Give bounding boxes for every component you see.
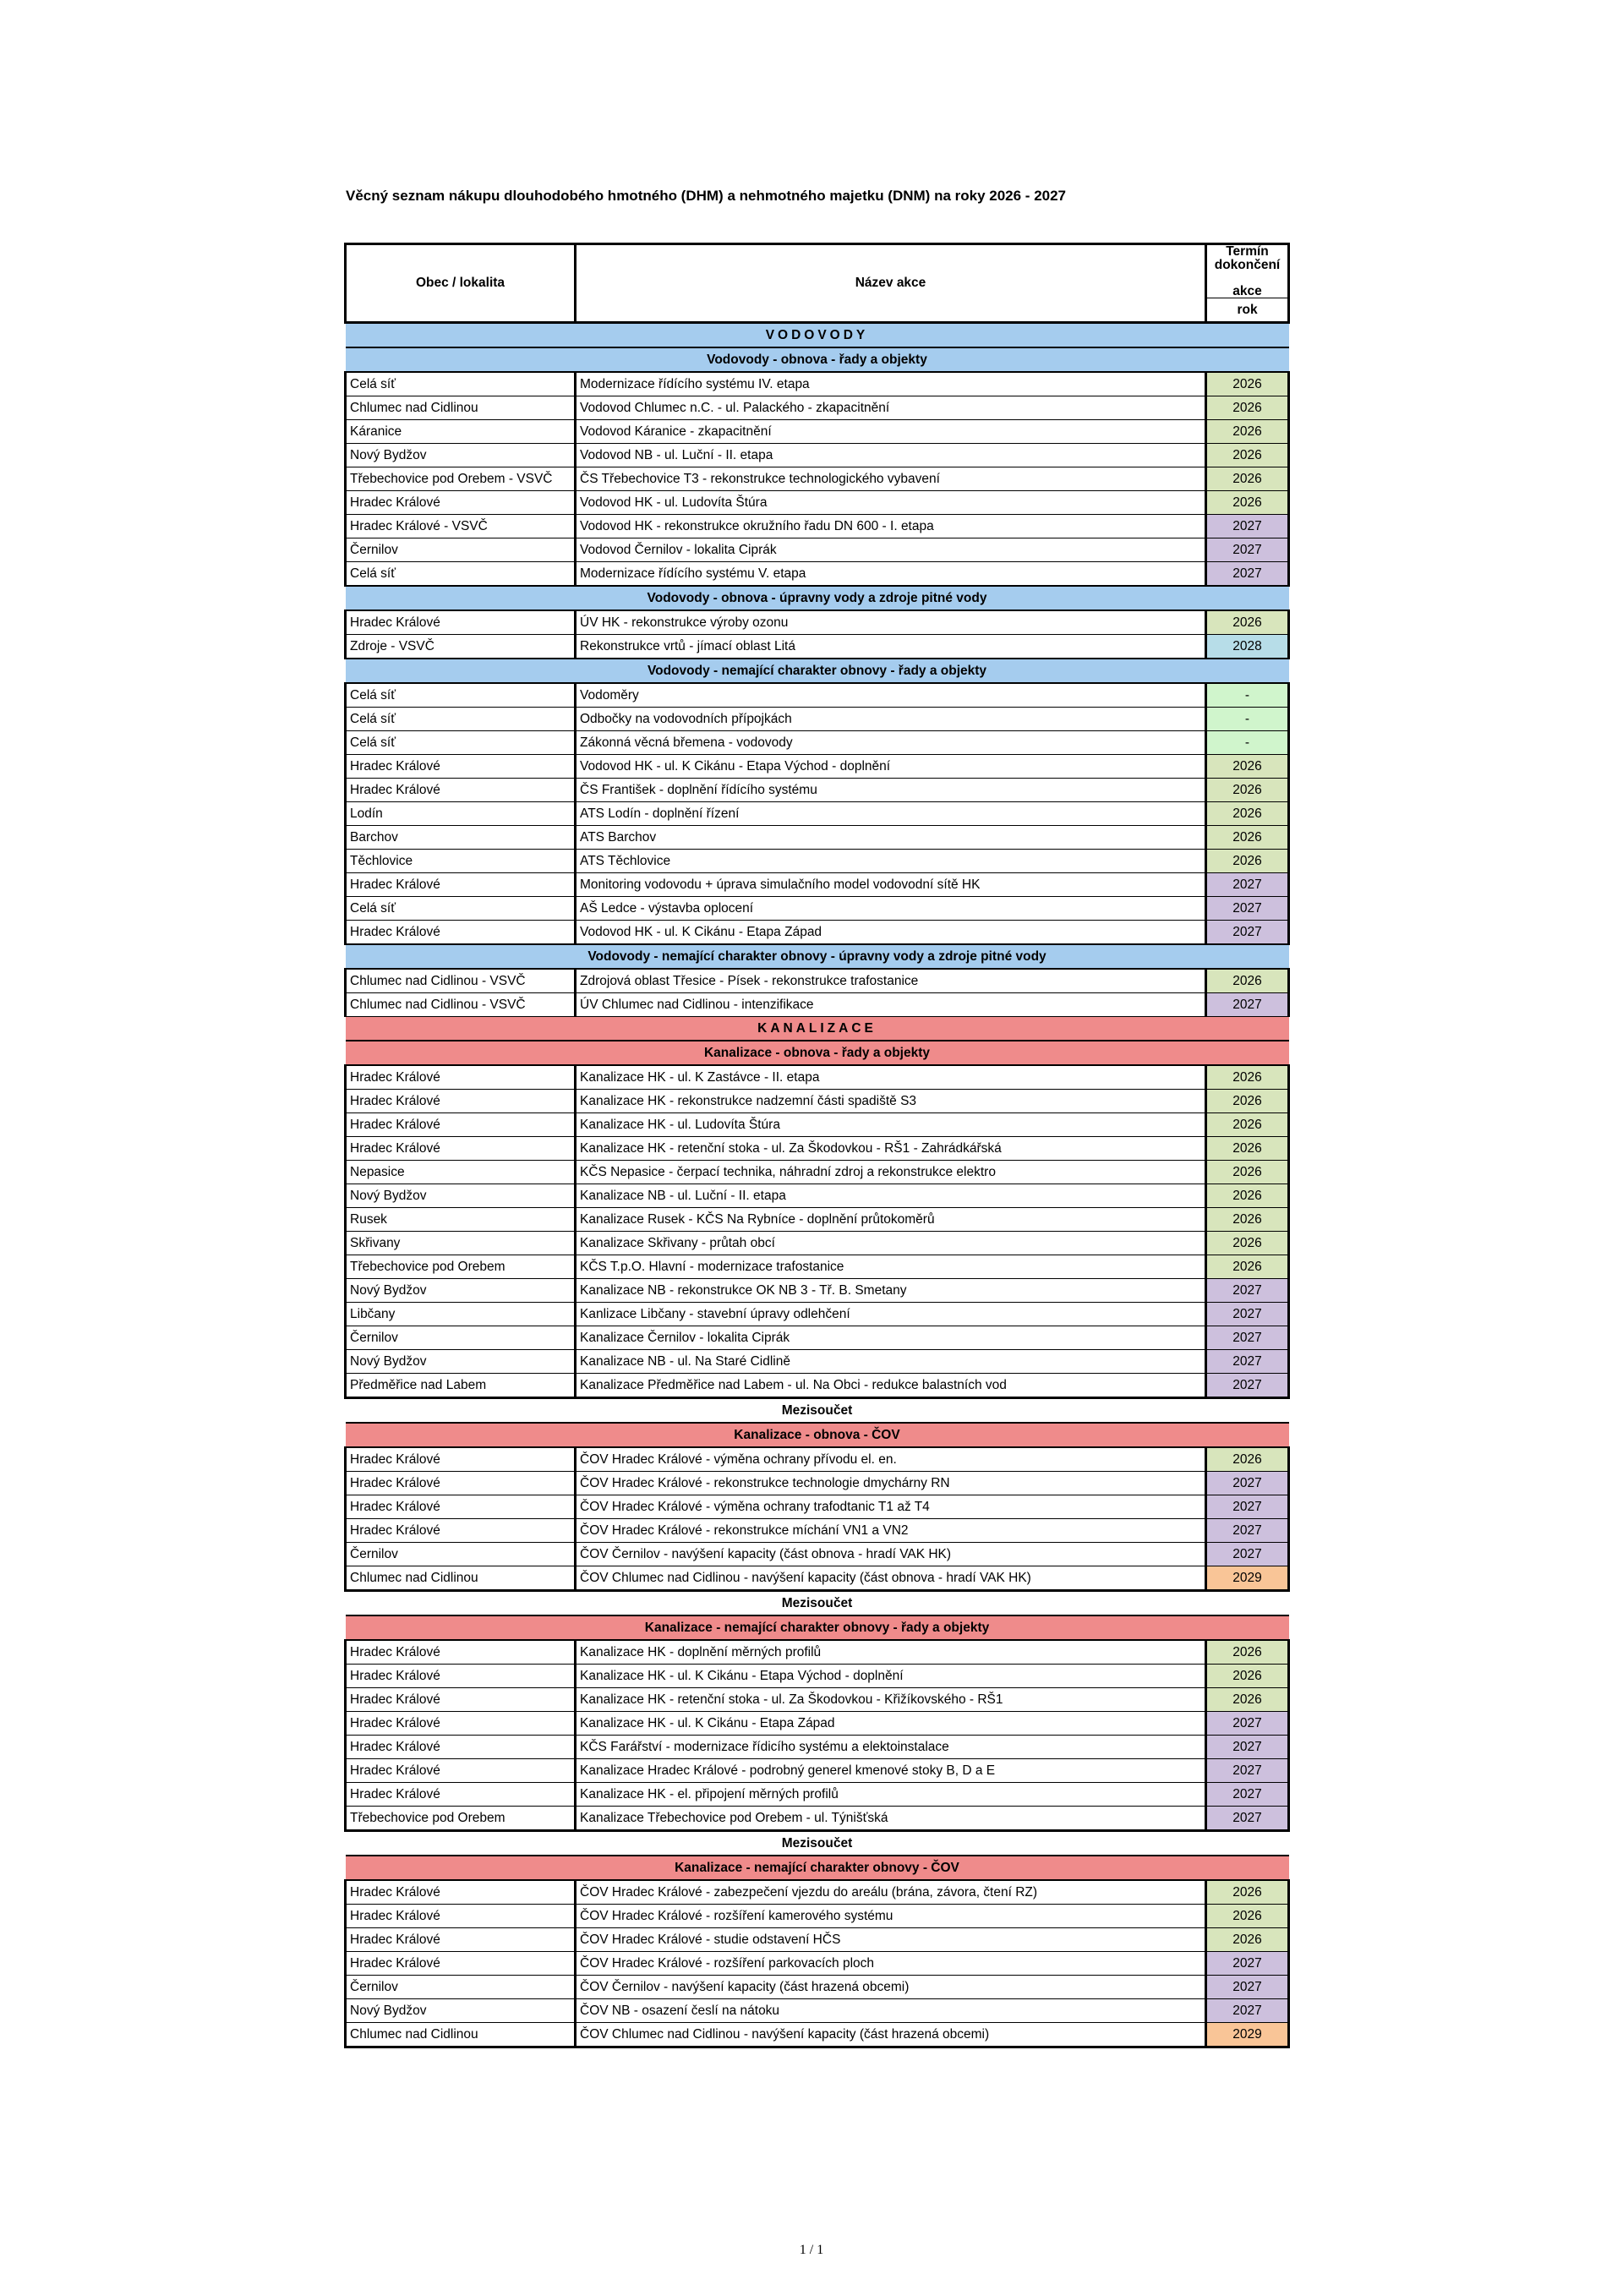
row-akce: Kanalizace HK - ul. K Cikánu - Etapa Východ - doplnění (576, 1665, 1206, 1688)
section-label: Vodovody - obnova - úpravny vody a zdroje pitné vody (346, 586, 1289, 610)
table-row (346, 1208, 1289, 1232)
row-obec: Hradec Králové (346, 1712, 576, 1736)
row-obec: Libčany (346, 1303, 576, 1326)
row-akce: ČOV Černilov - navýšení kapacity (část obnova - hradí VAK HK) (576, 1543, 1206, 1566)
row-obec: Hradec Králové (346, 491, 576, 515)
row-rok: 2029 (1206, 2023, 1289, 2047)
row-obec: Nový Bydžov (346, 444, 576, 467)
row-akce: Rekonstrukce vrtů - jímací oblast Litá (576, 635, 1206, 659)
row-akce: ÚV Chlumec nad Cidlinou - intenzifikace (576, 993, 1206, 1017)
row-rok: 2026 (1206, 610, 1289, 635)
row-rok: 2026 (1206, 1880, 1289, 1905)
row-rok: 2026 (1206, 755, 1289, 779)
document-title: Věcný seznam nákupu dlouhodobého hmotného (DHM) a nehmotného majetku (DNM) na roky 2026 - 2027 (346, 188, 1067, 204)
row-obec: Hradec Králové (346, 779, 576, 802)
row-obec: Celá síť (346, 372, 576, 396)
row-rok: 2026 (1206, 1255, 1289, 1279)
row-rok: 2026 (1206, 1137, 1289, 1161)
table-row (346, 1519, 1289, 1543)
row-rok: 2026 (1206, 420, 1289, 444)
section-label: Kanalizace - nemající charakter obnovy - ČOV (346, 1856, 1289, 1880)
table-row (346, 1807, 1289, 1831)
row-rok: 2026 (1206, 779, 1289, 802)
table-row (346, 969, 1289, 993)
row-akce: ČOV Chlumec nad Cidlinou - navýšení kapacity (část hrazená obcemi) (576, 2023, 1206, 2047)
table-row (346, 1999, 1289, 2023)
table-row (346, 1447, 1289, 1472)
row-obec: Zdroje - VSVČ (346, 635, 576, 659)
row-rok: 2027 (1206, 1350, 1289, 1374)
row-obec: Hradec Králové (346, 1640, 576, 1665)
row-rok: 2027 (1206, 1279, 1289, 1303)
section-label: Kanalizace - nemající charakter obnovy - řady a objekty (346, 1615, 1289, 1640)
row-rok: 2027 (1206, 921, 1289, 945)
row-rok: - (1206, 708, 1289, 731)
row-akce: KČS T.p.O. Hlavní - modernizace trafostanice (576, 1255, 1206, 1279)
row-obec: Nový Bydžov (346, 1350, 576, 1374)
table-row (346, 1688, 1289, 1712)
row-rok: 2027 (1206, 1543, 1289, 1566)
row-rok: 2027 (1206, 897, 1289, 921)
header-obec: Obec / lokalita (346, 244, 576, 323)
table-row (346, 873, 1289, 897)
table-row (346, 491, 1289, 515)
row-obec: Černilov (346, 1976, 576, 1999)
table-row (346, 1905, 1289, 1928)
row-rok: 2026 (1206, 1232, 1289, 1255)
row-akce: Kanalizace HK - ul. K Zastávce - II. etapa (576, 1065, 1206, 1090)
row-akce: ČOV Hradec Králové - výměna ochrany trafodtanic T1 až T4 (576, 1495, 1206, 1519)
row-akce: ČOV Hradec Králové - zabezpečení vjezdu do areálu (brána, závora, čtení RZ) (576, 1880, 1206, 1905)
row-akce: Modernizace řídícího systému IV. etapa (576, 372, 1206, 396)
row-obec: Nový Bydžov (346, 1184, 576, 1208)
row-obec: Rusek (346, 1208, 576, 1232)
table-row (346, 1783, 1289, 1807)
row-rok: 2027 (1206, 1495, 1289, 1519)
row-obec: Hradec Králové (346, 873, 576, 897)
row-akce: KČS Nepasice - čerpací technika, náhradní zdroj a rekonstrukce elektro (576, 1161, 1206, 1184)
row-obec: Hradec Králové (346, 1736, 576, 1759)
row-obec: Hradec Králové (346, 1952, 576, 1976)
row-obec: Hradec Králové (346, 921, 576, 945)
table-row (346, 1113, 1289, 1137)
table-row (346, 683, 1289, 708)
table-row (346, 1161, 1289, 1184)
row-obec: Celá síť (346, 708, 576, 731)
row-obec: Třebechovice pod Orebem - VSVČ (346, 467, 576, 491)
row-obec: Chlumec nad Cidlinou (346, 1566, 576, 1591)
row-akce: Odbočky na vodovodních přípojkách (576, 708, 1206, 731)
table-row (346, 1880, 1289, 1905)
row-obec: Hradec Králové (346, 1759, 576, 1783)
table-row (346, 779, 1289, 802)
row-rok: 2027 (1206, 1952, 1289, 1976)
row-akce: Kanalizace HK - el. připojení měrných profilů (576, 1783, 1206, 1807)
row-akce: ČOV NB - osazení česlí na nátoku (576, 1999, 1206, 2023)
row-rok: 2026 (1206, 1090, 1289, 1113)
subtotal-row (346, 1831, 1289, 1856)
row-rok: 2026 (1206, 372, 1289, 396)
table-row (346, 635, 1289, 659)
table-row (346, 444, 1289, 467)
row-obec: Černilov (346, 1326, 576, 1350)
row-akce: ČOV Hradec Králové - rozšíření kamerového systému (576, 1905, 1206, 1928)
row-obec: Nový Bydžov (346, 1999, 576, 2023)
row-rok: 2027 (1206, 1759, 1289, 1783)
table-row (346, 1374, 1289, 1398)
row-obec: Chlumec nad Cidlinou - VSVČ (346, 993, 576, 1017)
row-obec: Hradec Králové (346, 610, 576, 635)
row-obec: Hradec Králové (346, 1880, 576, 1905)
row-obec: Hradec Králové (346, 1447, 576, 1472)
row-obec: Nový Bydžov (346, 1279, 576, 1303)
row-akce: Kanalizace HK - retenční stoka - ul. Za Škodovkou - Křižíkovského - RŠ1 (576, 1688, 1206, 1712)
row-rok: 2027 (1206, 993, 1289, 1017)
row-obec: Třebechovice pod Orebem (346, 1807, 576, 1831)
row-akce: Vodovod HK - rekonstrukce okružního řadu DN 600 - I. etapa (576, 515, 1206, 538)
row-akce: ČOV Hradec Králové - rekonstrukce míchání VN1 a VN2 (576, 1519, 1206, 1543)
section-label: KANALIZACE (346, 1017, 1289, 1041)
subsection-header (346, 944, 1289, 969)
table-row (346, 1566, 1289, 1591)
table-row (346, 993, 1289, 1017)
row-akce: ČOV Hradec Králové - rozšíření parkovacích ploch (576, 1952, 1206, 1976)
row-akce: Kanlizace Libčany - stavební úpravy odlehčení (576, 1303, 1206, 1326)
row-rok: 2027 (1206, 1374, 1289, 1398)
row-rok: 2027 (1206, 1326, 1289, 1350)
row-akce: Kanalizace HK - rekonstrukce nadzemní části spadiště S3 (576, 1090, 1206, 1113)
row-rok: 2026 (1206, 969, 1289, 993)
table-row (346, 1065, 1289, 1090)
row-rok: 2026 (1206, 1113, 1289, 1137)
row-obec: Barchov (346, 826, 576, 850)
table-row (346, 1759, 1289, 1783)
subsection-header (346, 347, 1289, 372)
table-row (346, 1712, 1289, 1736)
subsection-header (346, 1856, 1289, 1880)
table-row (346, 1137, 1289, 1161)
table-row (346, 1952, 1289, 1976)
row-rok: 2027 (1206, 1976, 1289, 1999)
section-header (346, 323, 1289, 348)
header-termin-2: dokončení (1214, 257, 1281, 272)
section-label: Kanalizace - obnova - řady a objekty (346, 1041, 1289, 1065)
table-row (346, 538, 1289, 562)
header-termin-3: akce (1232, 283, 1262, 298)
table-row (346, 610, 1289, 635)
row-akce: KČS Farářství - modernizace řídicího systému a elektoinstalace (576, 1736, 1206, 1759)
row-obec: Hradec Králové (346, 1688, 576, 1712)
row-obec: Hradec Králové (346, 1065, 576, 1090)
row-obec: Těchlovice (346, 850, 576, 873)
subsection-header (346, 1615, 1289, 1640)
row-obec: Hradec Králové (346, 1519, 576, 1543)
row-akce: ATS Barchov (576, 826, 1206, 850)
row-akce: ÚV HK - rekonstrukce výroby ozonu (576, 610, 1206, 635)
row-rok: 2028 (1206, 635, 1289, 659)
row-rok: 2026 (1206, 802, 1289, 826)
row-rok: 2027 (1206, 1712, 1289, 1736)
table-row (346, 467, 1289, 491)
table-row (346, 2023, 1289, 2047)
row-rok: 2026 (1206, 826, 1289, 850)
table-row (346, 562, 1289, 587)
row-obec: Hradec Králové (346, 1090, 576, 1113)
row-rok: 2026 (1206, 1184, 1289, 1208)
row-obec: Celá síť (346, 731, 576, 755)
row-akce: ATS Těchlovice (576, 850, 1206, 873)
section-label: Vodovody - nemající charakter obnovy - úpravny vody a zdroje pitné vody (346, 944, 1289, 969)
row-rok: 2026 (1206, 1665, 1289, 1688)
row-akce: ČOV Chlumec nad Cidlinou - navýšení kapacity (část obnova - hradí VAK HK) (576, 1566, 1206, 1591)
subsection-header (346, 1423, 1289, 1447)
row-obec: Hradec Králové (346, 1495, 576, 1519)
subsection-header (346, 659, 1289, 683)
table-row (346, 1736, 1289, 1759)
subtotal-label: Mezisoučet (346, 1831, 1289, 1856)
row-akce: AŠ Ledce - výstavba oplocení (576, 897, 1206, 921)
row-rok: 2026 (1206, 1905, 1289, 1928)
row-obec: Hradec Králové (346, 755, 576, 779)
table-row (346, 515, 1289, 538)
table-row (346, 1472, 1289, 1495)
row-akce: ČS Třebechovice T3 - rekonstrukce technologického vybavení (576, 467, 1206, 491)
row-akce: Vodovod HK - ul. K Cikánu - Etapa Západ (576, 921, 1206, 945)
row-akce: ČOV Černilov - navýšení kapacity (část hrazená obcemi) (576, 1976, 1206, 1999)
row-rok: 2027 (1206, 515, 1289, 538)
table-row (346, 396, 1289, 420)
table-row (346, 1665, 1289, 1688)
row-obec: Hradec Králové (346, 1665, 576, 1688)
table-row (346, 1350, 1289, 1374)
subtotal-row (346, 1591, 1289, 1616)
row-akce: Zákonná věcná břemena - vodovody (576, 731, 1206, 755)
subtotal-label: Mezisoučet (346, 1398, 1289, 1424)
row-obec: Hradec Králové (346, 1928, 576, 1952)
row-obec: Hradec Králové (346, 1472, 576, 1495)
row-rok: 2026 (1206, 850, 1289, 873)
row-akce: Kanalizace HK - retenční stoka - ul. Za Škodovkou - RŠ1 - Zahrádkářská (576, 1137, 1206, 1161)
row-akce: Kanalizace Rusek - KČS Na Rybníce - doplnění průtokoměrů (576, 1208, 1206, 1232)
row-rok: 2026 (1206, 1208, 1289, 1232)
row-rok: 2027 (1206, 1472, 1289, 1495)
table-row (346, 921, 1289, 945)
row-akce: Zdrojová oblast Třesice - Písek - rekonstrukce trafostanice (576, 969, 1206, 993)
section-label: Vodovody - obnova - řady a objekty (346, 347, 1289, 372)
row-akce: Kanalizace NB - rekonstrukce OK NB 3 - Tř. B. Smetany (576, 1279, 1206, 1303)
row-obec: Hradec Králové (346, 1137, 576, 1161)
row-obec: Hradec Králové (346, 1783, 576, 1807)
table-row (346, 1184, 1289, 1208)
row-obec: Hradec Králové (346, 1905, 576, 1928)
row-obec: Celá síť (346, 562, 576, 587)
table-row (346, 755, 1289, 779)
row-akce: Kanalizace Černilov - lokalita Ciprák (576, 1326, 1206, 1350)
subtotal-label: Mezisoučet (346, 1591, 1289, 1616)
header-rok: rok (1206, 298, 1289, 323)
row-rok: - (1206, 731, 1289, 755)
table-row (346, 897, 1289, 921)
row-rok: 2027 (1206, 1519, 1289, 1543)
row-akce: ČS František - doplnění řídícího systému (576, 779, 1206, 802)
row-rok: 2026 (1206, 396, 1289, 420)
row-akce: Kanalizace NB - ul. Luční - II. etapa (576, 1184, 1206, 1208)
row-akce: Kanalizace Třebechovice pod Orebem - ul. Týnišťská (576, 1807, 1206, 1831)
row-akce: Monitoring vodovodu + úprava simulačního model vodovodní sítě HK (576, 873, 1206, 897)
row-akce: Kanalizace Hradec Králové - podrobný generel kmenové stoky B, D a E (576, 1759, 1206, 1783)
row-rok: 2027 (1206, 1807, 1289, 1831)
row-rok: 2026 (1206, 1161, 1289, 1184)
row-akce: Vodovod Káranice - zkapacitnění (576, 420, 1206, 444)
table-row (346, 1232, 1289, 1255)
row-akce: Vodovod Chlumec n.C. - ul. Palackého - zkapacitnění (576, 396, 1206, 420)
asset-list-table (344, 243, 1290, 2048)
subsection-header (346, 1041, 1289, 1065)
subsection-header (346, 586, 1289, 610)
row-obec: Černilov (346, 1543, 576, 1566)
row-rok: 2026 (1206, 467, 1289, 491)
row-rok: 2027 (1206, 538, 1289, 562)
row-rok: 2027 (1206, 562, 1289, 587)
row-obec: Hradec Králové (346, 1113, 576, 1137)
row-rok: 2027 (1206, 1303, 1289, 1326)
table-row (346, 1090, 1289, 1113)
row-rok: 2027 (1206, 1783, 1289, 1807)
row-obec: Chlumec nad Cidlinou - VSVČ (346, 969, 576, 993)
row-rok: 2029 (1206, 1566, 1289, 1591)
row-rok: 2026 (1206, 1065, 1289, 1090)
row-obec: Předměřice nad Labem (346, 1374, 576, 1398)
table-row (346, 372, 1289, 396)
page-number: 1 / 1 (799, 2243, 824, 2257)
table-row (346, 1255, 1289, 1279)
row-rok: 2027 (1206, 1736, 1289, 1759)
row-obec: Černilov (346, 538, 576, 562)
row-obec: Třebechovice pod Orebem (346, 1255, 576, 1279)
table-row (346, 731, 1289, 755)
row-obec: Skřivany (346, 1232, 576, 1255)
row-akce: Kanalizace Předměřice nad Labem - ul. Na Obci - redukce balastních vod (576, 1374, 1206, 1398)
row-akce: Kanalizace Skřivany - průtah obcí (576, 1232, 1206, 1255)
row-akce: Vodovod HK - ul. Ludovíta Štúra (576, 491, 1206, 515)
table-row (346, 1543, 1289, 1566)
table-row (346, 1279, 1289, 1303)
row-akce: ČOV Hradec Králové - výměna ochrany přívodu el. en. (576, 1447, 1206, 1472)
row-akce: ČOV Hradec Králové - studie odstavení HČS (576, 1928, 1206, 1952)
row-rok: 2026 (1206, 491, 1289, 515)
row-akce: Vodovod HK - ul. K Cikánu - Etapa Východ - doplnění (576, 755, 1206, 779)
row-rok: 2026 (1206, 1640, 1289, 1665)
table-row (346, 708, 1289, 731)
row-obec: Káranice (346, 420, 576, 444)
row-obec: Chlumec nad Cidlinou (346, 396, 576, 420)
table-row (346, 1640, 1289, 1665)
table-row (346, 1495, 1289, 1519)
section-header (346, 1017, 1289, 1041)
row-akce: Modernizace řídícího systému V. etapa (576, 562, 1206, 587)
table-row (346, 1976, 1289, 1999)
table-row (346, 850, 1289, 873)
header-termin-1: Termín (1226, 244, 1269, 259)
table-row (346, 420, 1289, 444)
row-akce: ČOV Hradec Králové - rekonstrukce technologie dmychárny RN (576, 1472, 1206, 1495)
row-rok: 2026 (1206, 444, 1289, 467)
row-obec: Lodín (346, 802, 576, 826)
table-row (346, 1326, 1289, 1350)
table-row (346, 826, 1289, 850)
table-row (346, 1928, 1289, 1952)
section-label: Vodovody - nemající charakter obnovy - řady a objekty (346, 659, 1289, 683)
row-akce: ATS Lodín - doplnění řízení (576, 802, 1206, 826)
row-akce: Kanalizace HK - ul. K Cikánu - Etapa Západ (576, 1712, 1206, 1736)
row-obec: Celá síť (346, 897, 576, 921)
row-akce: Vodovod Černilov - lokalita Ciprák (576, 538, 1206, 562)
row-rok: - (1206, 683, 1289, 708)
header-termin (1206, 244, 1289, 298)
section-label: Kanalizace - obnova - ČOV (346, 1423, 1289, 1447)
table-row (346, 802, 1289, 826)
row-rok: 2026 (1206, 1928, 1289, 1952)
row-akce: Vodoměry (576, 683, 1206, 708)
row-rok: 2027 (1206, 873, 1289, 897)
section-label: VODOVODY (346, 323, 1289, 348)
header-nazev: Název akce (576, 244, 1206, 323)
table-row (346, 1303, 1289, 1326)
row-obec: Celá síť (346, 683, 576, 708)
row-obec: Hradec Králové - VSVČ (346, 515, 576, 538)
row-akce: Vodovod NB - ul. Luční - II. etapa (576, 444, 1206, 467)
row-obec: Chlumec nad Cidlinou (346, 2023, 576, 2047)
row-rok: 2027 (1206, 1999, 1289, 2023)
row-akce: Kanalizace NB - ul. Na Staré Cidlině (576, 1350, 1206, 1374)
row-akce: Kanalizace HK - doplnění měrných profilů (576, 1640, 1206, 1665)
row-akce: Kanalizace HK - ul. Ludovíta Štúra (576, 1113, 1206, 1137)
header-row (346, 244, 1289, 298)
row-rok: 2026 (1206, 1688, 1289, 1712)
row-obec: Nepasice (346, 1161, 576, 1184)
subtotal-row (346, 1398, 1289, 1424)
row-rok: 2026 (1206, 1447, 1289, 1472)
